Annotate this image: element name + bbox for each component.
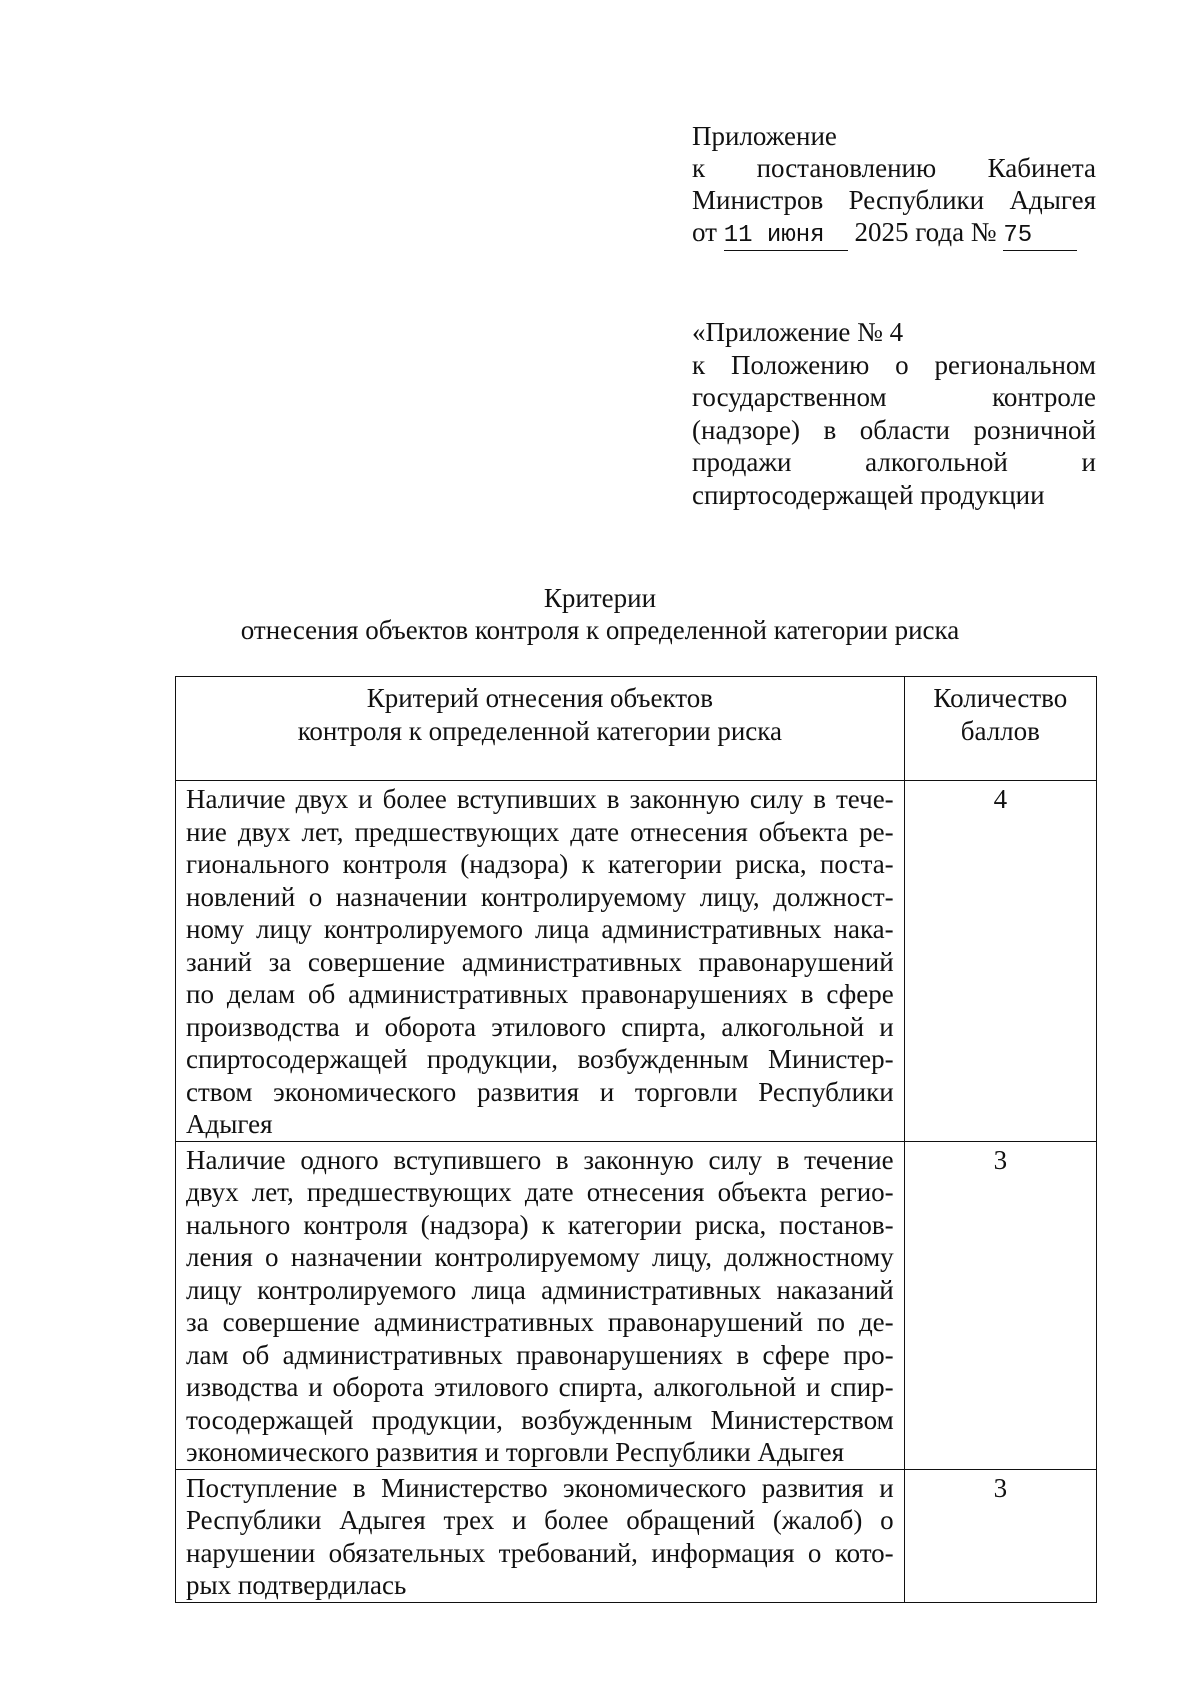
appendix-4-line: продажи алкогольной и [692,447,1096,477]
criterion-line: Республики Адыгея трех и более обращений (жалоб) о [186,1505,894,1535]
score-cell: 3 [904,1469,1096,1602]
appendix-line-2-word: к [692,153,706,183]
appendix-header [692,120,1096,251]
appendix-line-2 [692,152,1096,184]
appendix-4-line: государственном контроле [692,382,1096,412]
criterion-line: двух лет, предшествующих дате отнесения объекта регио- [186,1177,894,1207]
title-line-2: отнесения объектов контроля к определенной категории риска [240,615,960,645]
criterion-line: заний за совершение административных правонарушений [186,946,894,977]
appendix-4-line: спиртосодержащей продукции [692,479,1045,510]
appendix-line-3: Министров Республики Адыгея [692,185,1096,215]
appendix-4-line: (надзоре) в области розничной [692,414,1096,445]
header-score-line: баллов [960,715,1040,746]
criterion-line: рых подтвердилась [186,1570,407,1600]
criterion-line: ние двух лет, предшествующих дате отнесения объекта ре- [186,816,894,847]
criterion-line: Наличие двух и более вступивших в законную силу в тече- [186,784,894,814]
appendix-line-2-word: Кабинета [987,153,1096,183]
criterion-line: Поступление в Министерство экономического развития и [186,1472,894,1503]
header-criterion-line: контроля к определенной категории риска [297,715,782,746]
criterion-cell [176,781,905,1142]
criterion-line: ному лицу контролируемого лица административных нака- [186,914,894,944]
header-criterion-line: Критерий отнесения объектов [366,683,713,713]
score-cell: 4 [904,781,1096,1142]
criterion-line: спиртосодержащей продукции, возбужденным Министер- [186,1044,894,1074]
table-row [176,1469,1097,1602]
criterion-line: Адыгея [186,1109,273,1139]
appendix-line-1: Приложение [692,121,837,151]
header-score [904,677,1096,781]
criterion-line: экономического развития и торговли Республики Адыгея [186,1437,844,1467]
criterion-line: лицу контролируемого лица административных наказаний [186,1274,894,1305]
table-row [176,1141,1097,1469]
criteria-table [175,676,1097,1603]
appendix-4-line: «Приложение № 4 [692,317,904,347]
criterion-cell [176,1141,905,1469]
appendix-date-line [692,216,1096,251]
score-cell: 3 [904,1141,1096,1469]
criterion-line: новлений о назначении контролируемому лицу, должност- [186,881,894,912]
date-mid: 2025 года № [854,217,997,247]
table-header-row [176,677,1097,781]
title-line-1: Критерии [543,583,657,613]
appendix-4-header [692,316,1096,511]
criterion-line: за совершение административных правонарушений по де- [186,1307,894,1337]
appendix-4-line: к Положению о региональном [692,349,1096,380]
criterion-line: лам об административных правонарушениях в сфере про- [186,1339,894,1370]
criterion-line: производства и оборота этилового спирта, алкогольной и [186,1011,894,1042]
appendix-line-2-word: постановлению [756,153,937,183]
criterion-line: гионального контроля (надзора) к категории риска, поста- [186,849,894,879]
criterion-line: по делам об административных правонарушениях в сфере [186,979,894,1009]
date-prefix: от [692,217,717,247]
number-fill: 75 [1003,222,1077,251]
date-fill: 11 июня [724,222,848,251]
criterion-cell [176,1469,905,1602]
document-title [150,582,1050,646]
criterion-line: ления о назначении контролируемому лицу, должностному [186,1242,894,1272]
header-score-line: Количество [933,683,1068,713]
criterion-line: ством экономического развития и торговли Республики [186,1076,894,1107]
criterion-line: Наличие одного вступившего в законную силу в течение [186,1144,894,1175]
table-row [176,781,1097,1142]
header-criterion [176,677,905,781]
criterion-line: нального контроля (надзора) к категории риска, постанов- [186,1209,894,1240]
table-body [176,781,1097,1603]
criterion-line: тосодержащей продукции, возбужденным Министерством [186,1404,894,1435]
criterion-line: нарушении обязательных требований, информация о кото- [186,1537,894,1568]
criterion-line: изводства и оборота этилового спирта, алкогольной и спир- [186,1372,894,1402]
